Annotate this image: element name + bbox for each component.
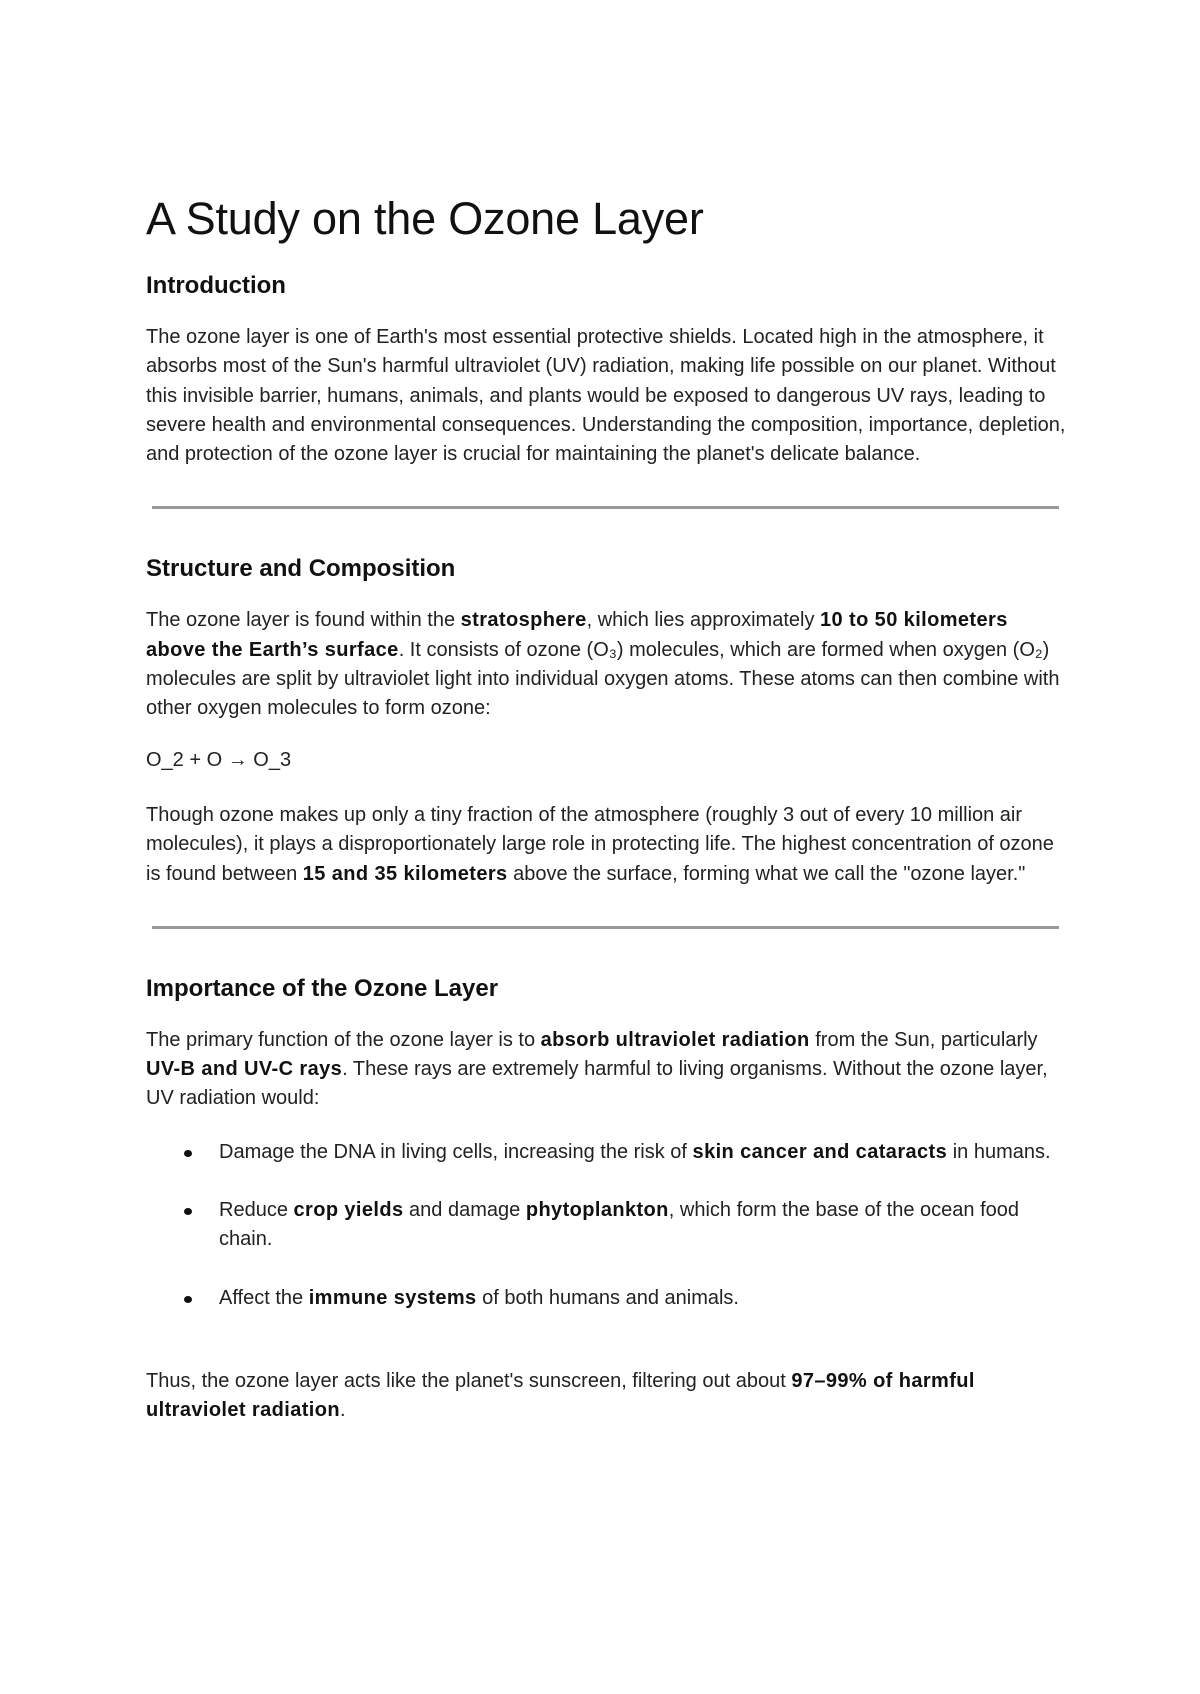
section-heading-importance: Importance of the Ozone Layer <box>146 974 499 1002</box>
introduction-paragraph: The ozone layer is one of Earth's most essential protective shields. Located high in the atmosphere, it absorbs most of the Sun's harmful ultraviolet (UV) radiation, making life possible on our planet. Without this invisible barrier, humans, animals, and plants would be exposed to dangerous UV rays, leading to severe health and environmental consequences. Understanding the composition, importance, depletion, and protection of the ozone layer is crucial for maintaining the planet's delicate balance. <box>146 326 1066 466</box>
list-item <box>146 1138 1066 1167</box>
bold-text: immune systems <box>308 1286 477 1309</box>
text-run: . It consists of ozone (O₃) molecules, which are formed when oxygen (O₂) molecules are split by ultraviolet light into individual oxygen atoms. These atoms can then combine with other oxygen molecules to form ozone: <box>146 638 1060 720</box>
bullet-icon <box>184 1150 192 1157</box>
text-run: . <box>340 1399 346 1422</box>
bold-text: skin cancer and cataracts <box>692 1140 948 1163</box>
text-run: Reduce <box>219 1199 294 1222</box>
structure-paragraph-2 <box>146 801 1066 889</box>
text-run: from the Sun, particularly <box>809 1028 1038 1051</box>
text-run: above the surface, forming what we call the "ozone layer." <box>507 862 1026 885</box>
section-heading-introduction: Introduction <box>146 272 286 299</box>
text-run: , which lies approximately <box>586 609 821 632</box>
importance-paragraph-1 <box>146 1026 1066 1114</box>
text-run: , which form the base of the ocean food chain. <box>219 1199 1020 1251</box>
bullet-list <box>146 1138 1066 1313</box>
list-item <box>146 1284 1066 1313</box>
text-run: of both humans and animals. <box>476 1286 739 1309</box>
text-run: in humans. <box>947 1140 1051 1163</box>
list-item <box>146 1196 1066 1255</box>
chemical-formula: O_2 + O → O_3 <box>146 748 292 771</box>
text-run: The ozone layer is found within the <box>146 609 461 632</box>
bold-text: 15 and 35 kilometers <box>302 862 508 885</box>
horizontal-divider <box>152 926 1059 929</box>
bullet-icon <box>184 1208 192 1215</box>
horizontal-divider <box>152 506 1059 509</box>
section-heading-structure: Structure and Composition <box>146 555 456 583</box>
document-title: A Study on the Ozone Layer <box>146 193 704 244</box>
document-page <box>146 192 1066 1448</box>
text-run: Though ozone makes up only a tiny fraction of the atmosphere (roughly 3 out of every 10 million air molecules), it plays a disproportionately large role in protecting life. The highest concentration of ozone is found between <box>146 803 1054 885</box>
bold-text: crop yields <box>293 1199 404 1222</box>
text-run: Thus, the ozone layer acts like the planet's sunscreen, filtering out about <box>146 1369 792 1392</box>
bullet-icon <box>184 1296 192 1303</box>
bold-text: UV-B and UV-C rays <box>146 1058 343 1081</box>
structure-paragraph-1 <box>146 606 1066 723</box>
bold-text: stratosphere <box>460 609 587 632</box>
text-run: . These rays are extremely harmful to living organisms. Without the ozone layer, UV radiation would: <box>146 1058 1048 1110</box>
bold-text: 97–99% of harmful ultraviolet radiation <box>146 1369 975 1422</box>
text-run: The primary function of the ozone layer is to <box>146 1028 541 1051</box>
text-run: and damage <box>403 1199 526 1222</box>
bold-text: phytoplankton <box>525 1199 669 1222</box>
bold-text: 10 to 50 kilometers above the Earth’s surface <box>146 609 1008 661</box>
text-run: Damage the DNA in living cells, increasing the risk of <box>219 1140 693 1163</box>
bold-text: absorb ultraviolet radiation <box>540 1028 810 1051</box>
text-run: Affect the <box>219 1286 309 1309</box>
importance-paragraph-2 <box>146 1367 1066 1426</box>
